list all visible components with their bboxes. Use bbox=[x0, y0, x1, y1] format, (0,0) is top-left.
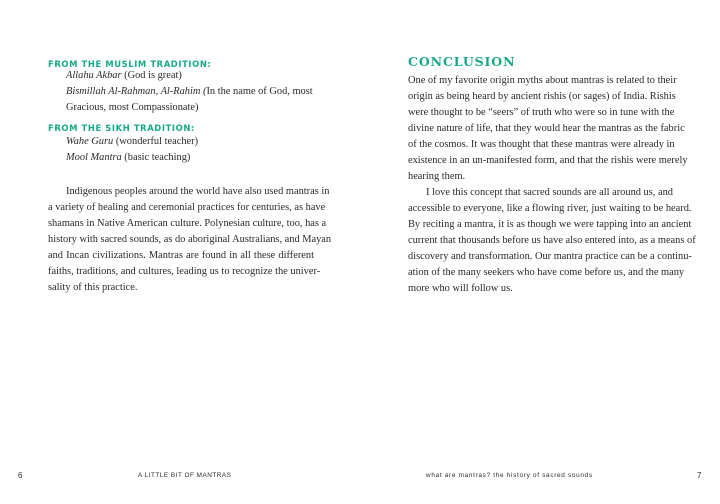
running-head: A LITTLE BIT OF MANTRAS bbox=[138, 472, 232, 479]
paragraph-line: ation of the many seekers who have come before us, and the many bbox=[408, 267, 685, 278]
paragraph-line: current that thousands before us have also entered into, as a means of bbox=[408, 235, 696, 246]
mantra-term: Mool Mantra bbox=[66, 152, 122, 163]
page-number: 6 bbox=[18, 471, 23, 480]
paragraph-line: shamans in Native American culture. Polynesian culture, too, has a bbox=[48, 218, 327, 229]
paragraph-line: By reciting a mantra, it is as though we were tapping into an ancient bbox=[408, 219, 692, 230]
mantra-item bbox=[66, 150, 326, 166]
running-head: what are mantras? the history of sacred sounds bbox=[426, 472, 593, 479]
mantra-item bbox=[66, 84, 326, 100]
paragraph-line: discovery and transformation. Our mantra practice can be a continu- bbox=[408, 251, 692, 262]
mantra-item bbox=[66, 68, 326, 84]
paragraph-line: I love this concept that sacred sounds are all around us, and bbox=[426, 187, 673, 198]
paragraph-line: and Incan civilizations. Mantras are found in all these different bbox=[48, 250, 314, 261]
right-page bbox=[360, 0, 720, 504]
paragraph-line: origin as being heard by ancient rishis (or sages) of India. Rishis bbox=[408, 91, 676, 102]
muslim-tradition-heading: FROM THE MUSLIM TRADITION: bbox=[48, 59, 212, 69]
paragraph-line: were thought to be “seers” of truth who were so in tune with the bbox=[408, 107, 675, 118]
mantra-term: Allahu Akbar bbox=[66, 70, 122, 81]
paragraph-line: Indigenous peoples around the world have also used mantras in bbox=[66, 186, 330, 197]
paragraph-line: accessible to everyone, like a flowing river, just waiting to be heard. bbox=[408, 203, 692, 214]
mantra-gloss: (God is great) bbox=[121, 70, 182, 81]
paragraph-line: hearing them. bbox=[408, 171, 466, 182]
mantra-gloss: (basic teaching) bbox=[121, 152, 191, 163]
mantra-term: Bismillah Al-Rahman, Al-Rahim ( bbox=[66, 86, 207, 97]
muslim-mantra-list bbox=[66, 68, 326, 116]
paragraph-line: a variety of healing and ceremonial practices for centuries, as have bbox=[48, 202, 326, 213]
sikh-mantra-list bbox=[66, 134, 326, 166]
conclusion-heading: CONCLUSION bbox=[408, 54, 516, 69]
paragraph-line: faiths, traditions, and cultures, leading us to recognize the univer- bbox=[48, 266, 321, 277]
sikh-tradition-heading: FROM THE SIKH TRADITION: bbox=[48, 123, 195, 133]
paragraph-line: sality of this practice. bbox=[48, 282, 138, 293]
mantra-item-continuation bbox=[66, 100, 326, 116]
conclusion-body bbox=[408, 73, 696, 297]
paragraph-line: more who will follow us. bbox=[408, 283, 513, 294]
indigenous-paragraph bbox=[48, 184, 332, 296]
mantra-item bbox=[66, 134, 326, 150]
paragraph-line: divine nature of life, that they would hear the mantras as the fabric bbox=[408, 123, 685, 134]
mantra-gloss: (wonderful teacher) bbox=[113, 136, 199, 147]
paragraph-line: One of my favorite origin myths about mantras is related to their bbox=[408, 75, 677, 86]
mantra-term: Wahe Guru bbox=[66, 136, 114, 147]
mantra-gloss: In the name of God, most bbox=[206, 86, 313, 97]
paragraph-line: history with sacred sounds, as do aboriginal Australians, and Mayan bbox=[48, 234, 332, 245]
mantra-gloss: Gracious, most Compassionate) bbox=[66, 102, 199, 113]
page-number: 7 bbox=[697, 471, 702, 480]
paragraph-line: existence in an un-manifested form, and that the rishis were merely bbox=[408, 155, 688, 166]
paragraph-line: of the cosmos. It was thought that these mantras were already in bbox=[408, 139, 675, 150]
